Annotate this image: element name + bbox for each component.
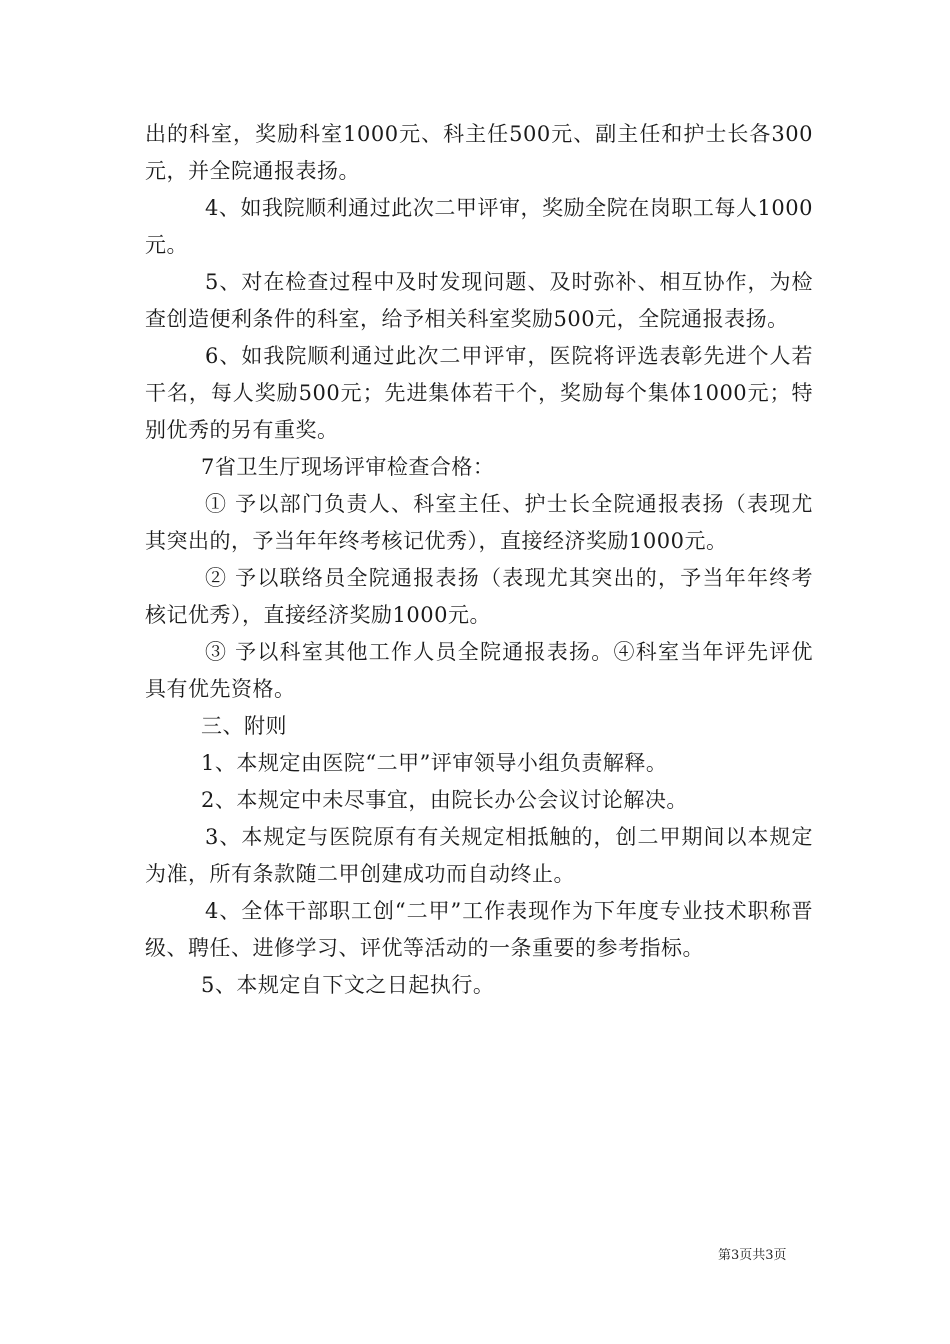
section-heading-appendix: 三、附则 [201, 714, 287, 738]
paragraph-item-4-staff-reward: 4、如我院顺利通过此次二甲评审，奖励全院在岗职工每人1000元。 [145, 196, 813, 257]
paragraph-appendix-1: 1、本规定由医院“二甲”评审领导小组负责解释。 [201, 751, 668, 775]
paragraph-item-7-sub-3-4: ③ 予以科室其他工作人员全院通报表扬。④科室当年评先评优具有优先资格。 [145, 640, 813, 701]
document-body [145, 116, 813, 1004]
paragraph-appendix-4: 4、全体干部职工创“二甲”工作表现作为下年度专业技术职称晋级、聘任、进修学习、评优等活动的一条重要的参考指标。 [145, 899, 813, 960]
paragraph-appendix-2: 2、本规定中未尽事宜，由院长办公会议讨论解决。 [201, 788, 688, 812]
paragraph-continued-reward: 出的科室，奖励科室1000元、科主任500元、副主任和护士长各300元，并全院通报表扬。 [145, 122, 813, 183]
paragraph-item-7-sub-2: ② 予以联络员全院通报表扬（表现尤其突出的，予当年年终考核记优秀），直接经济奖励1000元。 [145, 566, 813, 627]
paragraph-appendix-3: 3、本规定与医院原有有关规定相抵触的，创二甲期间以本规定为准，所有条款随二甲创建成功而自动终止。 [145, 825, 813, 886]
paragraph-item-5-cooperation-reward: 5、对在检查过程中及时发现问题、及时弥补、相互协作，为检查创造便利条件的科室，给予相关科室奖励500元，全院通报表扬。 [145, 270, 813, 331]
paragraph-item-7-heading: 7省卫生厅现场评审检查合格： [201, 455, 495, 479]
paragraph-appendix-5: 5、本规定自下文之日起执行。 [201, 973, 495, 997]
paragraph-item-7-sub-1: ① 予以部门负责人、科室主任、护士长全院通报表扬（表现尤其突出的，予当年年终考核记优秀），直接经济奖励1000元。 [145, 492, 813, 553]
paragraph-item-6-advanced-reward: 6、如我院顺利通过此次二甲评审，医院将评选表彰先进个人若干名，每人奖励500元；先进集体若干个，奖励每个集体1000元；特别优秀的另有重奖。 [145, 344, 813, 442]
page-number-footer: 第3页共3页 [718, 1248, 787, 1263]
